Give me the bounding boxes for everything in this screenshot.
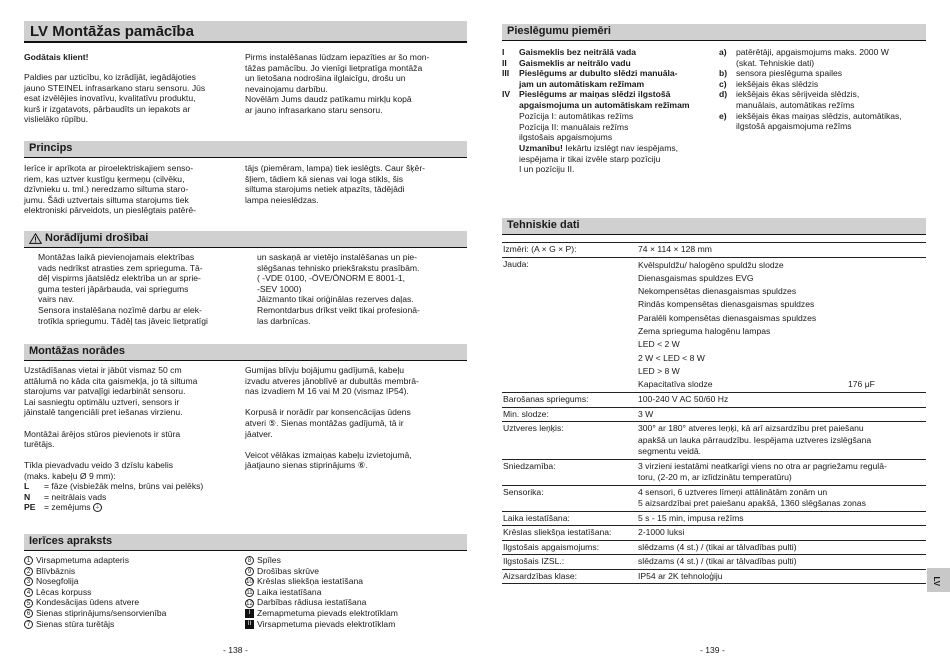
- part-label: Virsapmetuma pievads elektrotīklam: [257, 618, 396, 629]
- connection-item: [502, 47, 712, 58]
- wire-key: PE: [24, 502, 36, 513]
- part-label: Kondesācijas ūdens atvere: [36, 597, 140, 608]
- tech-value-text: 2-1000 luksi: [638, 527, 685, 538]
- page-title: LV Montāžas pamācība: [24, 21, 467, 43]
- tech-key: Barošanas spriegums:: [502, 393, 635, 408]
- part-label: Sienas stūra turētājs: [36, 618, 115, 629]
- tech-value: [635, 569, 926, 584]
- tech-row: [502, 511, 926, 526]
- tech-key: Sniedzamība:: [502, 459, 635, 485]
- roman-numeral: III: [502, 68, 510, 79]
- tech-value: [635, 511, 926, 526]
- tech-extra-value: 176 μF: [848, 379, 875, 390]
- wire-row: [24, 502, 239, 513]
- tech-row: [502, 243, 926, 258]
- part-number-badge: I: [245, 609, 254, 618]
- roman-numeral: II: [502, 57, 507, 68]
- device-part-item: [245, 608, 470, 619]
- device-part-item: [24, 597, 239, 608]
- attention-text: Iekārtu izslēgt nav iespējams, iespējama ir tikai izvēle starp pozīciju I un pozīciju II.: [519, 143, 679, 175]
- tech-row: [502, 526, 926, 541]
- principle-right-text: tājs (piemēram, lampa) tiek ieslēgts. Caur šķēr- šļiem, tādiem kā sienas vai loga stikls, šis siltuma starojums netiek atpazīts, tādējādi lampa neieslēdzas.: [245, 163, 426, 205]
- wire-value: = fāze (visbiežāk melns, brūns vai pelēks): [44, 481, 204, 491]
- letter-text: sensora pieslēguma spailes: [736, 68, 843, 79]
- side-tab-label: LV: [932, 576, 942, 587]
- part-label: Drošības skrūve: [257, 565, 320, 576]
- section-header-device: Ierīces apraksts: [24, 534, 467, 551]
- safety-header-label: Norādījumi drošībai: [45, 232, 149, 244]
- tech-extra-label: Kapacitatīva slodze: [638, 379, 713, 390]
- connection-letter-item: [719, 47, 929, 68]
- tech-row: [502, 422, 926, 460]
- letter-text: iekšējais ēkas maiņas slēdzis, automātikas, ilgstošā apgaismojuma režīms: [736, 110, 902, 132]
- tech-row: [502, 569, 926, 584]
- part-number-badge: 6: [24, 609, 33, 618]
- connection-list: [502, 47, 712, 111]
- tech-row: [502, 393, 926, 408]
- page-number-left: - 138 -: [223, 645, 248, 655]
- tech-value: [635, 540, 926, 555]
- part-number-badge: 11: [246, 590, 253, 597]
- tech-value-text: Kvēlspuldžu/ halogēno spuldžu slodze Dienasgaismas spuldzes EVG Nekompensētas dienasgaismas spuldzes Rindās kompensētas dienasgaismas spuldzes Paralēli kompensētas dienasgaismas spuldzes Zema sprieguma halogēnu lampas LED < 2 W 2 W < LED < 8 W LED > 8 W: [638, 259, 817, 376]
- letter-text: iekšējais ēkas slēdzis: [736, 78, 819, 89]
- tech-value: [635, 393, 926, 408]
- device-part-item: [245, 597, 470, 608]
- part-label: Krēslas sliekšņa iestatīšana: [257, 576, 364, 587]
- letter-label: c): [719, 78, 727, 89]
- device-part-item: [245, 619, 470, 630]
- connection-item: [502, 89, 712, 110]
- tech-value-text: slēdzams (4 st.) / (tikai ar tālvadības pulti): [638, 556, 797, 567]
- tech-extra-row: [638, 378, 926, 391]
- letter-label: a): [719, 47, 727, 57]
- section-header-connections: Pieslēgumu piemēri: [502, 24, 926, 41]
- greeting: Godātais klient!: [24, 52, 89, 62]
- device-parts-list-right: [245, 555, 470, 629]
- connection-item: [502, 58, 712, 69]
- switch-positions: Pozīcija I: automātikas režīms Pozīcija II: manuālais režīms ilgstošais apgaismojums: [519, 111, 634, 143]
- tech-key: Izmēri: (A × G × P):: [502, 243, 635, 258]
- letter-text: iekšējais ēkas sērijveida slēdzis, manuālais, automātikas režīms: [736, 89, 860, 110]
- connection-letter-item: [719, 89, 929, 110]
- device-part-item: [245, 587, 470, 598]
- wire-row: [24, 481, 239, 492]
- connection-letter-item: [719, 68, 929, 79]
- section-header-mounting: Montāžas norādes: [24, 344, 467, 361]
- mounting-right-text: Gumijas blīvju bojājumu gadījumā, kabeļu izvadu atveres jānoblīvē ar dubultās membrā- nas izvadiem M 16 vai M 20 (vismaz IP54). Korpusā ir norādīr par konsencācijas ūdens atveri ⑤. Sienas montāžas gadījumā, tā ir jāatver. Veicot vēlākas izmaiņas kabeļu izvietojumā, jāatjauno sienas stiprinājums ⑥.: [245, 365, 419, 471]
- tech-key: Ilgstošais IZSL.:: [502, 555, 635, 570]
- tech-key: Aizsardzības klase:: [502, 569, 635, 584]
- part-label: Lēcas korpuss: [36, 586, 92, 597]
- tech-key: Krēslas sliekšņa iestatīšana:: [502, 526, 635, 541]
- tech-key: Sensorika:: [502, 485, 635, 511]
- connection-label: Pieslēgums ar dubulto slēdzi manuāla- jam un automātiskam režīmam: [519, 68, 678, 89]
- intro-right-text: Pirms instalēšanas lūdzam iepazīties ar šo mon- tāžas pamācību. Jo vienīgi lietpratīga montāža un lietošana nodrošina ilglaicīgu, drošu un nevainojamu darbību. Novēlām Jums daudz patīkamu mirkļu kopā ar jauno infrasarkano staru sensoru.: [245, 52, 430, 115]
- tech-value-text: 4 sensori, 6 uztveres līmeņi attālinātām zonām un 5 aizsardzībai pret paiešanu apakšā, 1360 slēgšanas zonas: [638, 486, 866, 509]
- tech-value-text: 300° ar 180° atveres leņķi, kā arī aizsardzību pret paiešanu apakšā un lauka pārraudzību. Iespējama uztveres izslēgšana segmentu veidā.: [638, 423, 872, 457]
- device-part-item: [245, 576, 470, 587]
- device-part-item: [24, 576, 239, 587]
- tech-value-text: 3 virzieni iestatāmi neatkarīgi viens no otra ar pagriežamu regulā- toru, (2-20 m, ar izlīdzinātu temperatūru): [638, 460, 887, 483]
- part-number-badge: II: [245, 620, 254, 629]
- letter-label: e): [719, 110, 727, 121]
- tech-value-text: 100-240 V AC 50/60 Hz: [638, 394, 729, 405]
- tech-key: Uztveres leņķis:: [502, 422, 635, 460]
- section-header-technical: Tehniskie dati: [502, 218, 926, 235]
- technical-data-table: [502, 242, 926, 584]
- part-label: Spīles: [257, 555, 281, 565]
- ground-icon: ⏚: [94, 505, 101, 512]
- device-part-item: [24, 587, 239, 598]
- part-number-badge: 5: [24, 599, 33, 608]
- tech-value-text: slēdzams (4 st.) / (tikai ar tālvadības pulti): [638, 541, 797, 552]
- letter-text: patērētāji, apgaismojums maks. 2000 W (skat. Tehniskie dati): [736, 47, 889, 68]
- section-header-safety: [24, 231, 467, 248]
- part-number-badge: 10: [246, 579, 253, 586]
- tech-value: [635, 526, 926, 541]
- device-part-item: [245, 555, 470, 566]
- tech-value: [635, 407, 926, 422]
- part-label: Zemapmetuma pievads elektrotīklam: [257, 607, 398, 618]
- warning-icon: [29, 233, 42, 244]
- tech-row: [502, 540, 926, 555]
- part-label: Sienas stiprinājums/sensorvienība: [36, 607, 167, 618]
- tech-key: Min. slodze:: [502, 407, 635, 422]
- safety-left-text: Montāžas laikā pievienojamais elektrības vads nedrīkst atrasties zem sprieguma. Tā- dēļ vispirms jāatslēdz elektrība un ar sprie- guma testeri jāpārbauda, vai spriegums vairs nav. Sensora instalēšana nozīmē darbu ar elek- trotīkla spriegumu. Tādēļ tas jāveic lietpratīgi: [38, 252, 208, 326]
- part-number-badge: 1: [24, 556, 33, 565]
- device-parts-list-left: [24, 555, 239, 629]
- tech-value-text: IP54 ar 2K tehnoloģiju: [638, 570, 723, 581]
- tech-row: [502, 407, 926, 422]
- part-label: Virsapmetuma adapteris: [36, 555, 129, 565]
- part-label: Laika iestatīšana: [257, 586, 322, 597]
- device-part-item: [24, 608, 239, 619]
- device-part-item: [24, 566, 239, 577]
- tech-value-text: 5 s - 15 min, impusa režīms: [638, 512, 744, 523]
- connection-letter-item: [719, 111, 929, 132]
- wire-legend: [24, 481, 239, 513]
- tech-row: [502, 459, 926, 485]
- attention-label: Uzmanību!: [519, 143, 563, 153]
- letter-label: b): [719, 68, 728, 79]
- letter-label: d): [719, 89, 728, 100]
- connection-label: Gaismeklis ar neitrālo vadu: [519, 57, 631, 68]
- part-number-badge: 4: [24, 588, 33, 597]
- section-header-principle: Princips: [24, 141, 467, 158]
- wire-key: L: [24, 481, 30, 491]
- part-number-badge: 9: [245, 567, 254, 576]
- intro-left-text: Paldies par uzticību, ko izrādījāt, iegādājoties jauno STEINEL infrasarkano staru sensoru. Jūs esat izvēlējies inovatīvu, kvalitatīvu produktu, kurš ir izgatavots, pārbaudīts un iepakots ar vislielāko rūpību.: [24, 72, 206, 125]
- wire-value: = zemējums: [44, 502, 91, 513]
- device-part-item: [245, 566, 470, 577]
- tech-key: Jauda:: [502, 257, 635, 393]
- connection-letter-item: [719, 79, 929, 90]
- part-number-badge: 2: [24, 567, 33, 576]
- tech-row: [502, 257, 926, 393]
- tech-value-text: 74 × 114 × 128 mm: [638, 244, 712, 254]
- principle-left-text: Ierīce ir aprīkota ar piroelektriskajiem senso- riem, kas uztver kustīgu ķermeņu (cilvēku, dzīvnieku u. tml.) neredzamo siltuma staro- jumu. Šādi uztvertais siltuma starojums tiek elektroniski pārveidots, un pieslēgtais patērē-: [24, 163, 196, 216]
- tech-key: Ilgstošais apgaismojums:: [502, 540, 635, 555]
- connection-label: Pieslēgums ar maiņas slēdzi ilgstošā apgaismojuma un automātiskam režīmam: [519, 89, 690, 110]
- tech-row: [502, 555, 926, 570]
- part-number-badge: 8: [245, 556, 254, 565]
- page-number-right: - 139 -: [700, 645, 725, 655]
- part-label: Nosegfolija: [36, 576, 79, 587]
- tech-value: [635, 422, 926, 460]
- device-part-item: [24, 555, 239, 566]
- wire-row: [24, 492, 239, 503]
- safety-right-text: un saskaņā ar vietējo instalēšanas un pie- slēgšanas tehnisko priekšrakstu prasībām. ( -VDE 0100, -ÖVE/ÖNORM E 8001-1, -SEV 1000) Jāizmanto tikai oriģinālas rezerves daļas. Remontdarbus drīkst veikt tikai profesionā- las darbnīcas.: [257, 252, 420, 326]
- attention-note: [519, 143, 714, 175]
- language-side-tab: [927, 568, 950, 592]
- tech-value: [635, 485, 926, 511]
- part-label: Blīvbāznis: [36, 565, 76, 576]
- tech-value: [635, 459, 926, 485]
- roman-numeral: I: [502, 47, 505, 57]
- tech-value-text: 3 W: [638, 408, 654, 419]
- wire-key: N: [24, 491, 31, 502]
- device-part-item: [24, 619, 239, 630]
- wire-value: = neitrālais vads: [44, 491, 107, 502]
- tech-value: [635, 555, 926, 570]
- tech-value: [635, 257, 926, 393]
- part-number-badge: 3: [24, 577, 33, 586]
- tech-key: Laika iestatīšana:: [502, 511, 635, 526]
- part-number-badge: 12: [246, 600, 253, 607]
- part-label: Darbības rādiusa iestatīšana: [257, 597, 367, 608]
- roman-numeral: IV: [502, 89, 511, 100]
- part-number-badge: 7: [24, 620, 33, 629]
- connection-letters-list: [719, 47, 929, 132]
- tech-value: [635, 243, 926, 258]
- tech-row: [502, 485, 926, 511]
- connection-item: [502, 68, 712, 89]
- connection-label: Gaismeklis bez neitrālā vada: [519, 47, 637, 57]
- mounting-left-text: Uzstādīšanas vietai ir jābūt vismaz 50 cm attālumā no kāda cita gaismekļa, jo tā siltuma starojums var patvaļīgi iedarbināt sensoru. Lai sasniegtu optimālu uztveri, sensors ir jāinstalē tangenciāli pret iešanas virzienu. Montāžai ārējos stūros pievienots ir stūra turētājs. Tīkla pievadvadu veido 3 dzīslu kabelis (maks. kabeļu Ø 9 mm):: [24, 365, 198, 481]
